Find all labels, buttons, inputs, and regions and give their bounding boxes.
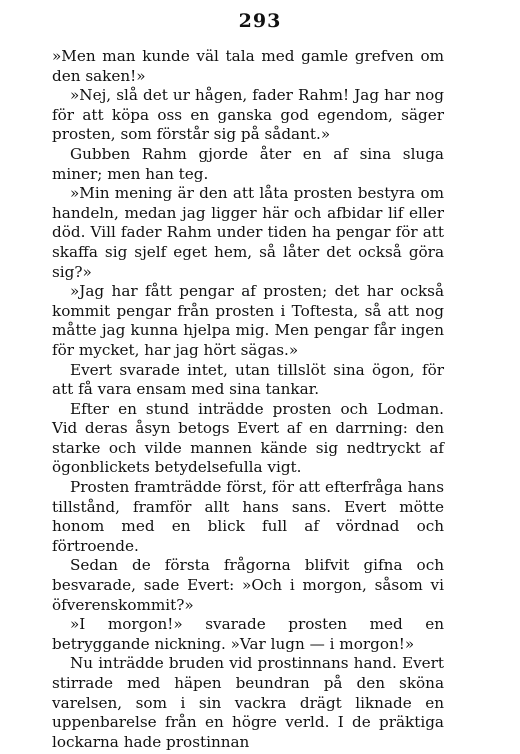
paragraph-9: Sedan de första frågorna blifvit gifna och besvarade, sade Evert: »Och i morgon, såsom vi öfverenskommit?» (52, 556, 444, 614)
paragraph-7: Efter en stund inträdde prosten och Lodman. Vid deras åsyn betogs Evert af en darrning: den starke och vilde mannen kände sig nedtryckt af ögonblickets betydelsefulla vigt. (52, 399, 444, 477)
paragraph-1: »Men man kunde väl tala med gamle grefven om den saken!» (52, 47, 444, 85)
paragraph-8: Prosten framträdde först, för att efterfråga hans tillstånd, framför allt hans sans. Evert mötte honom med en blick full af vördnad och förtroende. (52, 478, 444, 555)
page-number: 293 (238, 10, 282, 32)
paragraph-3: Gubben Rahm gjorde åter en af sina sluga miner; men han teg. (52, 144, 444, 183)
body-text (52, 47, 444, 752)
paragraph-5: »Jag har fått pengar af prosten; det har också kommit pengar från prosten i Toftesta, så att nog måtte jag kunna hjelpa mig. Men pengar får ingen för mycket, har jag hört sägas.» (52, 282, 444, 359)
paragraph-6: Evert svarade intet, utan tillslöt sina ögon, för att få vara ensam med sina tankar. (52, 360, 444, 399)
paragraph-4: »Min mening är den att låta prosten bestyra om handeln, medan jag ligger här och afbidar lif eller död. Vill fader Rahm under tiden ha pengar för att skaffa sig sjelf eget hem, så låter det också göra sig?» (52, 184, 444, 281)
paragraph-11: Nu inträdde bruden vid prostinnans hand. Evert stirrade med häpen beundran på den sköna varelsen, som i sin vackra drägt liknade en uppenbarelse från en högre verld. I de präktiga lockarna hade prostinnan (52, 654, 444, 751)
paragraph-10: »I morgon!» svarade prosten med en betryggande nickning. »Var lugn — i morgon!» (52, 615, 444, 653)
paragraph-2: »Nej, slå det ur hågen, fader Rahm! Jag har nog för att köpa oss en ganska god egendom, säger prosten, som förstår sig på sådant.» (52, 86, 444, 144)
